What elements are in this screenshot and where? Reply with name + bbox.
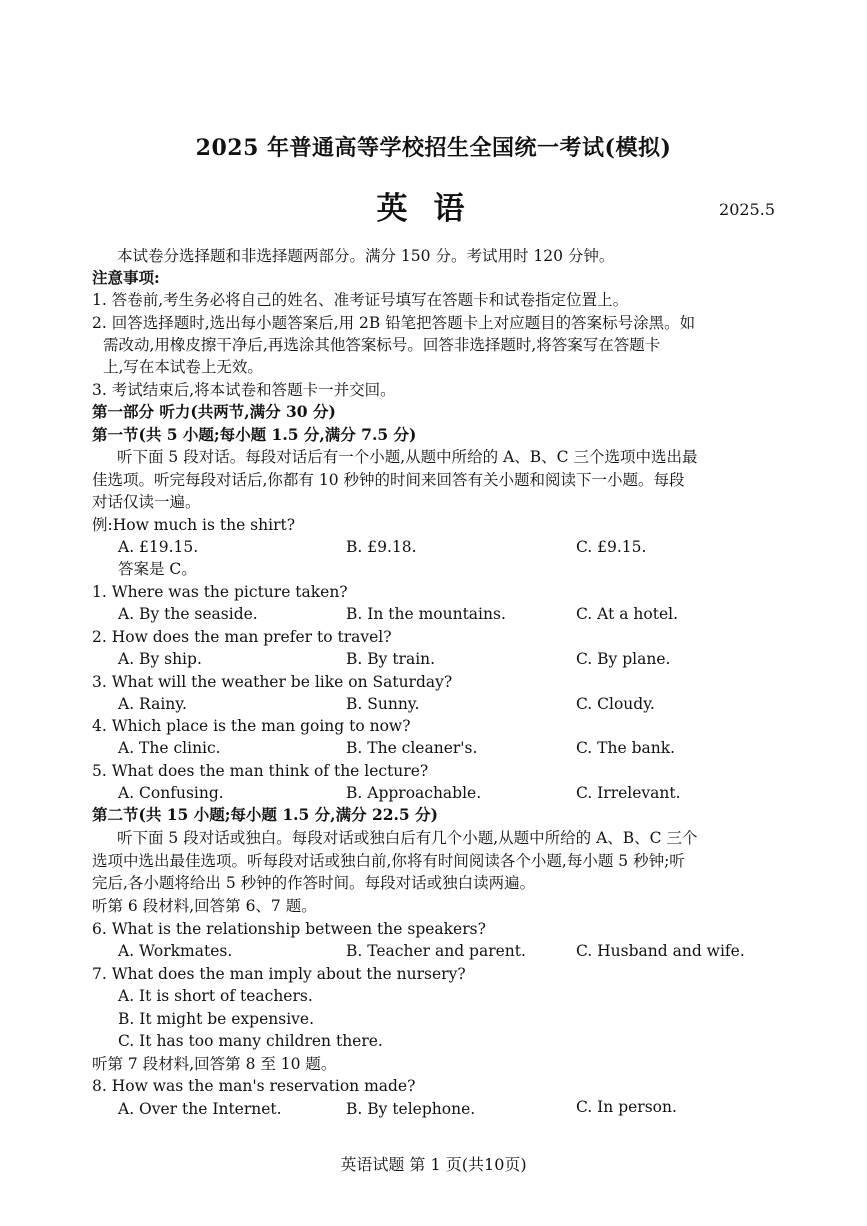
section2-instructions: 听下面 5 段对话或独白。每段对话或独白后有几个小题,从题中所给的 A、B、C 三个 — [117, 829, 698, 847]
question-7: 7. What does the man imply about the nursery? — [92, 965, 466, 983]
notice-item-2: 2. 回答选择题时,选出每小题答案后,用 2B 铅笔把答题卡上对应题目的答案标号涂黑。如 — [92, 314, 696, 332]
question-6-option-c: C. Husband and wife. — [576, 942, 745, 960]
question-7-option-b: B. It might be expensive. — [118, 1010, 315, 1028]
question-4-option-c: C. The bank. — [576, 739, 676, 757]
example-option-b: B. £9.18. — [346, 538, 417, 556]
notice-heading: 注意事项: — [92, 268, 160, 287]
section2-instructions: 完后,各小题将给出 5 秒钟的作答时间。每段对话或独白读两遍。 — [92, 874, 536, 892]
question-6-option-a: A. Workmates. — [118, 942, 233, 960]
question-2-option-a: A. By ship. — [118, 650, 202, 668]
question-5-option-c: C. Irrelevant. — [576, 784, 681, 802]
material-7-note: 听第 7 段材料,回答第 8 至 10 题。 — [92, 1055, 337, 1073]
question-3: 3. What will the weather be like on Saturday? — [92, 673, 453, 691]
question-8-option-c: C. In person. — [576, 1098, 677, 1116]
intro-text: 本试卷分选择题和非选择题两部分。满分 150 分。考试用时 120 分钟。 — [117, 247, 615, 265]
question-2-option-b: B. By train. — [346, 650, 436, 668]
question-2: 2. How does the man prefer to travel? — [92, 628, 392, 646]
question-1-option-c: C. At a hotel. — [576, 605, 679, 623]
question-5-option-b: B. Approachable. — [346, 784, 482, 802]
question-6-option-b: B. Teacher and parent. — [346, 942, 526, 960]
material-6-note: 听第 6 段材料,回答第 6、7 题。 — [92, 897, 317, 915]
notice-item-1: 1. 答卷前,考生务必将自己的姓名、准考证号填写在答题卡和试卷指定位置上。 — [92, 291, 629, 309]
question-1-option-a: A. By the seaside. — [118, 605, 258, 623]
example-option-a: A. £19.15. — [118, 538, 199, 556]
notice-item-3: 3. 考试结束后,将本试卷和答题卡一并交回。 — [92, 381, 396, 399]
part1-heading: 第一部分 听力(共两节,满分 30 分) — [92, 402, 336, 421]
section1-instructions: 听下面 5 段对话。每段对话后有一个小题,从题中所给的 A、B、C 三个选项中选出最 — [117, 448, 698, 466]
notice-item-2-cont: 需改动,用橡皮擦干净后,再选涂其他答案标号。回答非选择题时,将答案写在答题卡 — [103, 336, 661, 354]
question-7-option-c: C. It has too many children there. — [118, 1032, 383, 1050]
section1-heading: 第一节(共 5 小题;每小题 1.5 分,满分 7.5 分) — [92, 425, 417, 444]
question-3-option-b: B. Sunny. — [346, 695, 420, 713]
subject-title: 英语 — [376, 191, 491, 227]
question-1: 1. Where was the picture taken? — [92, 583, 348, 601]
question-3-option-c: C. Cloudy. — [576, 695, 655, 713]
question-4-option-a: A. The clinic. — [118, 739, 221, 757]
question-8-option-b: B. By telephone. — [346, 1100, 476, 1118]
exam-date: 2025.5 — [719, 200, 775, 219]
section1-instructions: 佳选项。听完每段对话后,你都有 10 秒钟的时间来回答有关小题和阅读下一小题。每段 — [92, 471, 685, 489]
notice-item-2-cont: 上,写在本试卷上无效。 — [103, 358, 263, 376]
section1-instructions: 对话仅读一遍。 — [92, 493, 201, 511]
question-1-option-b: B. In the mountains. — [346, 605, 506, 623]
example-option-c: C. £9.15. — [576, 538, 647, 556]
section2-instructions: 选项中选出最佳选项。听每段对话或独白前,你将有时间阅读各个小题,每小题 5 秒钟;听 — [92, 852, 685, 870]
question-8: 8. How was the man's reservation made? — [92, 1077, 416, 1095]
example-question: 例:How much is the shirt? — [92, 516, 296, 534]
page-footer: 英语试题 第 1 页(共10页) — [340, 1155, 527, 1174]
question-5: 5. What does the man think of the lecture? — [92, 762, 429, 780]
exam-title: 2025 年普通高等学校招生全国统一考试(模拟) — [195, 135, 672, 161]
question-7-option-a: A. It is short of teachers. — [118, 987, 313, 1005]
question-4-option-b: B. The cleaner's. — [346, 739, 478, 757]
question-5-option-a: A. Confusing. — [118, 784, 224, 802]
question-8-option-a: A. Over the Internet. — [118, 1100, 282, 1118]
question-2-option-c: C. By plane. — [576, 650, 671, 668]
example-answer: 答案是 C。 — [118, 560, 197, 578]
question-6: 6. What is the relationship between the speakers? — [92, 920, 486, 938]
question-3-option-a: A. Rainy. — [118, 695, 187, 713]
question-4: 4. Which place is the man going to now? — [92, 717, 411, 735]
section2-heading: 第二节(共 15 小题;每小题 1.5 分,满分 22.5 分) — [92, 805, 438, 824]
